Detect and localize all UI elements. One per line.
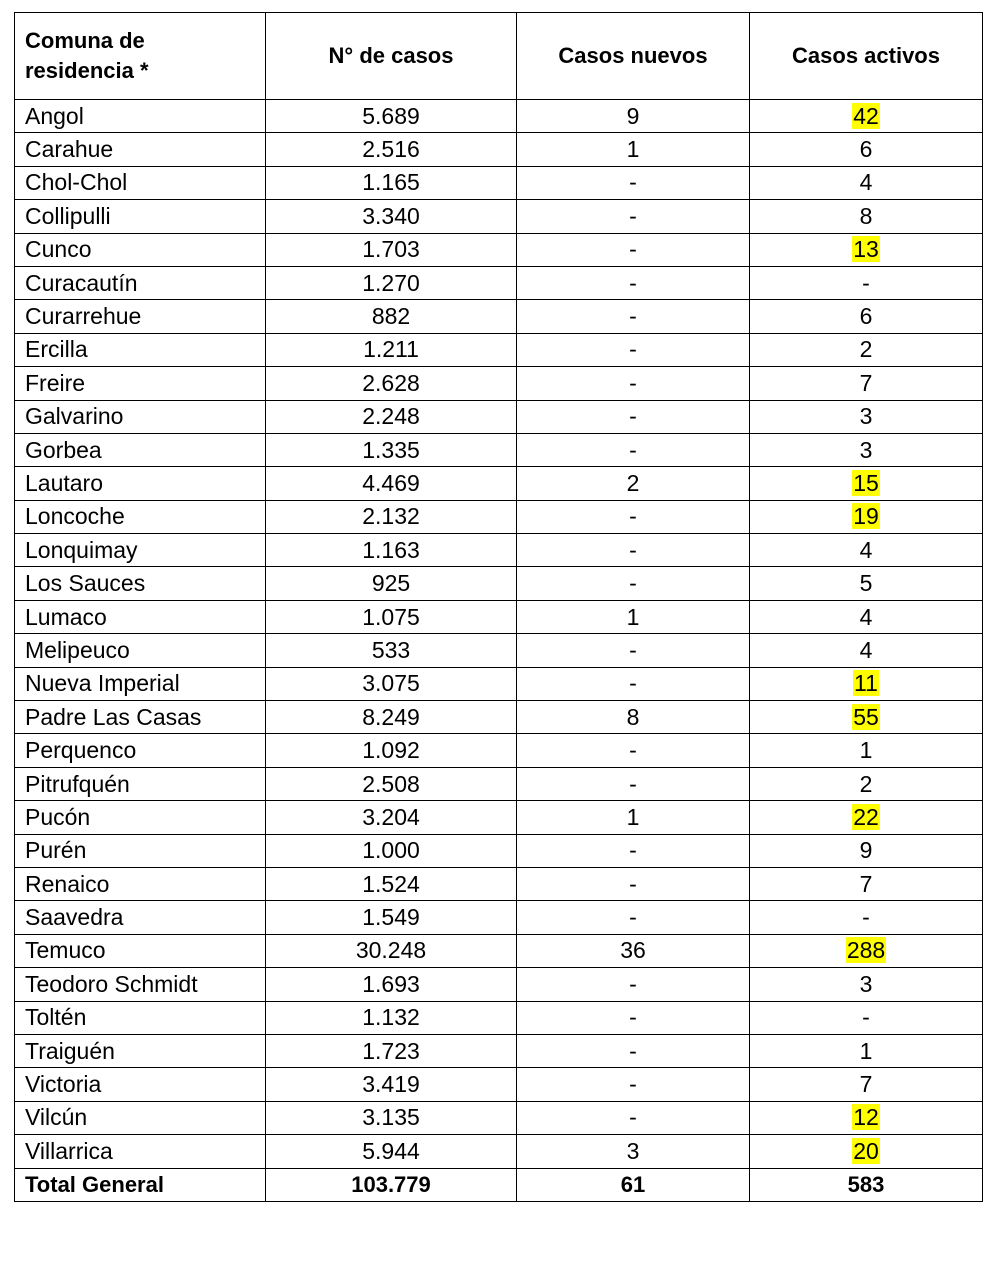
cell-nuevos: 1	[517, 133, 750, 166]
cell-comuna: Renaico	[15, 867, 266, 900]
cell-casos: 1.163	[266, 534, 517, 567]
cell-comuna: Gorbea	[15, 433, 266, 466]
table-row	[15, 333, 983, 366]
header-casos: N° de casos	[266, 13, 517, 100]
cell-nuevos: 2	[517, 467, 750, 500]
cell-casos: 5.689	[266, 100, 517, 133]
cell-activos: 7	[750, 1068, 983, 1101]
cell-activos	[750, 100, 983, 133]
cell-activos: -	[750, 901, 983, 934]
highlight-mark: 20	[853, 1137, 879, 1164]
cell-comuna: Temuco	[15, 934, 266, 967]
cases-table	[14, 12, 983, 1202]
cell-nuevos: -	[517, 1068, 750, 1101]
table-row	[15, 767, 983, 800]
cell-activos	[750, 467, 983, 500]
cell-nuevos: -	[517, 166, 750, 199]
cell-casos: 1.703	[266, 233, 517, 266]
cell-activos: 6	[750, 133, 983, 166]
cell-casos: 3.419	[266, 1068, 517, 1101]
cell-comuna: Freire	[15, 367, 266, 400]
cell-activos: 4	[750, 634, 983, 667]
cell-activos	[750, 934, 983, 967]
table-row	[15, 500, 983, 533]
table-row	[15, 834, 983, 867]
cell-nuevos: -	[517, 1034, 750, 1067]
table-row	[15, 701, 983, 734]
cell-casos: 3.075	[266, 667, 517, 700]
highlight-mark: 12	[853, 1104, 879, 1131]
highlight-mark: 11	[854, 670, 878, 697]
header-comuna: Comuna de residencia *	[15, 13, 266, 100]
cell-comuna: Toltén	[15, 1001, 266, 1034]
total-label: Total General	[15, 1168, 266, 1201]
cell-activos: 4	[750, 166, 983, 199]
table-row	[15, 233, 983, 266]
cell-casos: 8.249	[266, 701, 517, 734]
header-row	[15, 13, 983, 100]
cell-comuna: Galvarino	[15, 400, 266, 433]
highlight-mark: 15	[853, 469, 879, 496]
cell-comuna: Los Sauces	[15, 567, 266, 600]
table-row	[15, 166, 983, 199]
cell-comuna: Collipulli	[15, 200, 266, 233]
cell-comuna: Pitrufquén	[15, 767, 266, 800]
cell-activos: 1	[750, 734, 983, 767]
cell-nuevos: -	[517, 500, 750, 533]
cell-nuevos: -	[517, 233, 750, 266]
cell-nuevos: -	[517, 1101, 750, 1134]
cell-comuna: Padre Las Casas	[15, 701, 266, 734]
cell-activos	[750, 801, 983, 834]
cell-activos: 5	[750, 567, 983, 600]
table-row	[15, 1001, 983, 1034]
cell-casos: 1.723	[266, 1034, 517, 1067]
cell-nuevos: -	[517, 534, 750, 567]
table-row	[15, 734, 983, 767]
cell-nuevos: -	[517, 400, 750, 433]
table-row	[15, 867, 983, 900]
cell-comuna: Traiguén	[15, 1034, 266, 1067]
highlight-mark: 42	[853, 102, 879, 129]
cell-nuevos: -	[517, 433, 750, 466]
cell-comuna: Pucón	[15, 801, 266, 834]
table-row	[15, 300, 983, 333]
highlight-mark: 55	[853, 703, 879, 730]
highlight-mark: 19	[853, 503, 879, 530]
table-row	[15, 968, 983, 1001]
cell-comuna: Carahue	[15, 133, 266, 166]
header-activos: Casos activos	[750, 13, 983, 100]
cell-nuevos: -	[517, 634, 750, 667]
cell-nuevos: -	[517, 901, 750, 934]
highlight-mark: 22	[853, 803, 879, 830]
cell-nuevos: -	[517, 667, 750, 700]
cell-casos: 3.135	[266, 1101, 517, 1134]
cell-comuna: Vilcún	[15, 1101, 266, 1134]
cell-casos: 3.340	[266, 200, 517, 233]
cell-comuna: Teodoro Schmidt	[15, 968, 266, 1001]
cell-casos: 2.628	[266, 367, 517, 400]
cell-casos: 1.211	[266, 333, 517, 366]
cell-activos: 3	[750, 433, 983, 466]
cell-nuevos: -	[517, 300, 750, 333]
table-row	[15, 133, 983, 166]
table-footer	[15, 1168, 983, 1201]
table-header	[15, 13, 983, 100]
cell-comuna: Villarrica	[15, 1135, 266, 1168]
cell-nuevos: -	[517, 333, 750, 366]
cell-activos: 4	[750, 534, 983, 567]
cell-casos: 1.165	[266, 166, 517, 199]
table-row	[15, 400, 983, 433]
cell-casos: 1.092	[266, 734, 517, 767]
table-body	[15, 100, 983, 1169]
cell-activos: 7	[750, 867, 983, 900]
cell-casos: 1.075	[266, 600, 517, 633]
cell-casos: 1.335	[266, 433, 517, 466]
cell-comuna: Nueva Imperial	[15, 667, 266, 700]
cell-comuna: Chol-Chol	[15, 166, 266, 199]
table-row	[15, 667, 983, 700]
cell-comuna: Lumaco	[15, 600, 266, 633]
cell-casos: 1.524	[266, 867, 517, 900]
cell-comuna: Curarrehue	[15, 300, 266, 333]
table-row	[15, 534, 983, 567]
cell-casos: 5.944	[266, 1135, 517, 1168]
cell-casos: 3.204	[266, 801, 517, 834]
cell-nuevos: -	[517, 834, 750, 867]
cell-comuna: Loncoche	[15, 500, 266, 533]
cell-casos: 2.508	[266, 767, 517, 800]
table-row	[15, 100, 983, 133]
table-row	[15, 1101, 983, 1134]
cell-nuevos: 8	[517, 701, 750, 734]
table-row	[15, 1068, 983, 1101]
table-row	[15, 801, 983, 834]
table-row	[15, 634, 983, 667]
table-row	[15, 266, 983, 299]
cell-nuevos: -	[517, 1001, 750, 1034]
cell-activos: 8	[750, 200, 983, 233]
cell-nuevos: -	[517, 734, 750, 767]
cell-nuevos: 3	[517, 1135, 750, 1168]
cell-nuevos: 1	[517, 801, 750, 834]
cell-casos: 1.000	[266, 834, 517, 867]
cell-nuevos: -	[517, 767, 750, 800]
cell-casos: 2.248	[266, 400, 517, 433]
table-row	[15, 901, 983, 934]
cell-casos: 1.549	[266, 901, 517, 934]
cell-casos: 533	[266, 634, 517, 667]
cell-comuna: Perquenco	[15, 734, 266, 767]
table-row	[15, 433, 983, 466]
cell-activos	[750, 667, 983, 700]
cell-comuna: Cunco	[15, 233, 266, 266]
cell-activos: 6	[750, 300, 983, 333]
cell-nuevos: -	[517, 867, 750, 900]
cell-activos: 2	[750, 767, 983, 800]
cell-activos	[750, 1101, 983, 1134]
cell-nuevos: 9	[517, 100, 750, 133]
table-row	[15, 600, 983, 633]
cell-activos: 2	[750, 333, 983, 366]
cell-nuevos: -	[517, 968, 750, 1001]
total-nuevos: 61	[517, 1168, 750, 1201]
table-row	[15, 1135, 983, 1168]
table-row	[15, 467, 983, 500]
cell-nuevos: -	[517, 567, 750, 600]
cell-activos: -	[750, 1001, 983, 1034]
cell-nuevos: 36	[517, 934, 750, 967]
cell-comuna: Purén	[15, 834, 266, 867]
cell-casos: 1.270	[266, 266, 517, 299]
header-nuevos: Casos nuevos	[517, 13, 750, 100]
table-row	[15, 1034, 983, 1067]
cell-comuna: Curacautín	[15, 266, 266, 299]
cell-activos	[750, 1135, 983, 1168]
highlight-mark: 13	[853, 236, 879, 263]
cell-activos: 3	[750, 968, 983, 1001]
cell-casos: 1.132	[266, 1001, 517, 1034]
cell-activos: 1	[750, 1034, 983, 1067]
cell-nuevos: -	[517, 266, 750, 299]
total-casos: 103.779	[266, 1168, 517, 1201]
cell-comuna: Lautaro	[15, 467, 266, 500]
cell-activos: 4	[750, 600, 983, 633]
table-row	[15, 567, 983, 600]
total-row	[15, 1168, 983, 1201]
highlight-mark: 288	[846, 937, 886, 964]
cell-comuna: Saavedra	[15, 901, 266, 934]
total-activos: 583	[750, 1168, 983, 1201]
cell-comuna: Victoria	[15, 1068, 266, 1101]
cell-casos: 925	[266, 567, 517, 600]
cell-activos	[750, 701, 983, 734]
table-row	[15, 367, 983, 400]
cell-casos: 4.469	[266, 467, 517, 500]
cell-comuna: Lonquimay	[15, 534, 266, 567]
cell-comuna: Angol	[15, 100, 266, 133]
cell-activos: 9	[750, 834, 983, 867]
cell-nuevos: -	[517, 367, 750, 400]
cell-casos: 2.516	[266, 133, 517, 166]
cell-comuna: Ercilla	[15, 333, 266, 366]
cell-activos: 3	[750, 400, 983, 433]
cell-casos: 1.693	[266, 968, 517, 1001]
cell-nuevos: -	[517, 200, 750, 233]
cell-casos: 2.132	[266, 500, 517, 533]
cell-casos: 882	[266, 300, 517, 333]
cell-nuevos: 1	[517, 600, 750, 633]
cell-casos: 30.248	[266, 934, 517, 967]
cell-activos: 7	[750, 367, 983, 400]
cell-activos	[750, 233, 983, 266]
table-row	[15, 934, 983, 967]
cell-activos: -	[750, 266, 983, 299]
cell-comuna: Melipeuco	[15, 634, 266, 667]
table-row	[15, 200, 983, 233]
cell-activos	[750, 500, 983, 533]
